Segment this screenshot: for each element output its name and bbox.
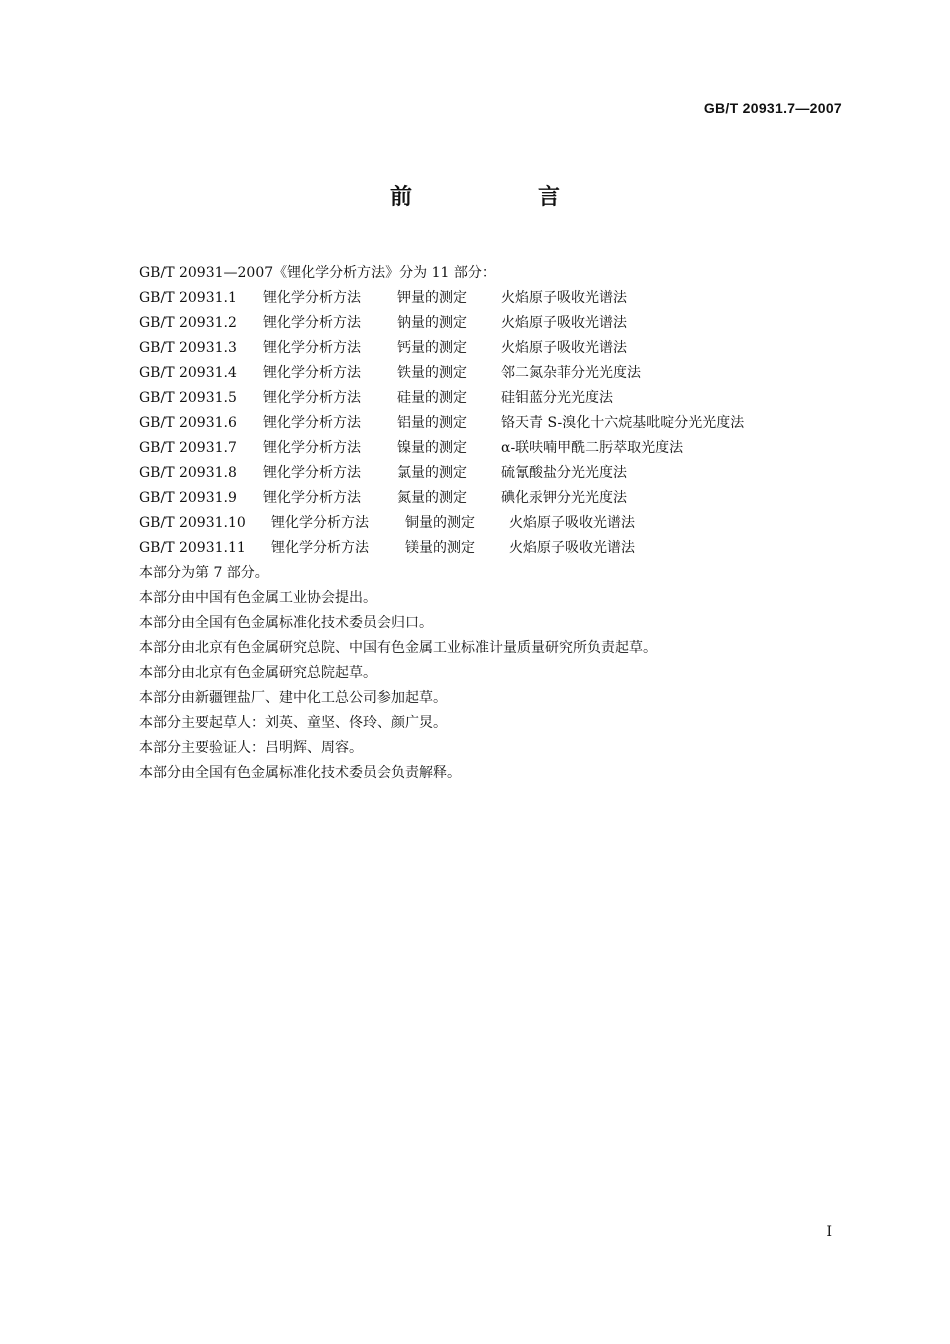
- part-line: [139, 486, 850, 511]
- part-method: 铬天青 S-溴化十六烷基吡啶分光光度法: [501, 415, 745, 431]
- part-line: [139, 436, 850, 461]
- part-code: GB/T 20931.10: [139, 515, 246, 531]
- part-method: α-联呋喃甲酰二肟萃取光度法: [501, 440, 684, 456]
- part-method: 火焰原子吸收光谱法: [509, 515, 635, 531]
- part-method: 火焰原子吸收光谱法: [501, 290, 627, 306]
- part-code: GB/T 20931.3: [139, 340, 237, 356]
- part-code: GB/T 20931.11: [139, 540, 246, 556]
- note-line: 本部分由北京有色金属研究总院、中国有色金属工业标准计量质量研究所负责起草。: [139, 640, 657, 656]
- part-item: 铝量的测定: [397, 415, 467, 431]
- part-category: 锂化学分析方法: [263, 340, 361, 356]
- part-method: 碘化汞钾分光光度法: [501, 490, 627, 506]
- part-line: [139, 311, 850, 336]
- part-method: 硅钼蓝分光光度法: [501, 390, 613, 406]
- standard-code-header: GB/T 20931.7—2007: [703, 100, 842, 116]
- part-category: 锂化学分析方法: [263, 390, 361, 406]
- part-item: 钙量的测定: [397, 340, 467, 356]
- part-method: 火焰原子吸收光谱法: [501, 340, 627, 356]
- part-code: GB/T 20931.9: [139, 490, 237, 506]
- part-category: 锂化学分析方法: [263, 315, 361, 331]
- part-category: 锂化学分析方法: [263, 365, 361, 381]
- page-title: 前 言: [389, 185, 612, 210]
- part-item: 镍量的测定: [397, 440, 467, 456]
- part-method: 邻二氮杂菲分光光度法: [501, 365, 641, 381]
- part-code: GB/T 20931.7: [139, 440, 237, 456]
- note-line: 本部分由中国有色金属工业协会提出。: [139, 590, 377, 606]
- part-line: [139, 286, 850, 311]
- part-code: GB/T 20931.6: [139, 415, 237, 431]
- part-item: 硅量的测定: [397, 390, 467, 406]
- note-line: 本部分由全国有色金属标准化技术委员会负责解释。: [139, 765, 461, 781]
- part-line: [139, 361, 850, 386]
- note-line: 本部分主要起草人：刘英、童坚、佟玲、颜广炅。: [139, 715, 447, 731]
- part-category: 锂化学分析方法: [263, 415, 361, 431]
- part-line: [139, 461, 850, 486]
- note-line: 本部分主要验证人：吕明辉、周容。: [139, 740, 363, 756]
- part-item: 钠量的测定: [397, 315, 467, 331]
- part-item: 氯量的测定: [397, 465, 467, 481]
- part-code: GB/T 20931.8: [139, 465, 237, 481]
- part-category: 锂化学分析方法: [263, 490, 361, 506]
- part-item: 氮量的测定: [397, 490, 467, 506]
- part-line: [139, 536, 850, 561]
- part-code: GB/T 20931.1: [139, 290, 237, 306]
- part-code: GB/T 20931.5: [139, 390, 237, 406]
- note-line: 本部分为第 7 部分。: [139, 565, 269, 581]
- part-code: GB/T 20931.4: [139, 365, 237, 381]
- part-category: 锂化学分析方法: [271, 515, 369, 531]
- part-item: 镁量的测定: [405, 540, 475, 556]
- foreword-body: [139, 261, 850, 786]
- part-method: 火焰原子吸收光谱法: [501, 315, 627, 331]
- part-method: 硫氰酸盐分光光度法: [501, 465, 627, 481]
- part-code: GB/T 20931.2: [139, 315, 237, 331]
- note-line: 本部分由新疆锂盐厂、建中化工总公司参加起草。: [139, 690, 447, 706]
- part-item: 钾量的测定: [397, 290, 467, 306]
- part-category: 锂化学分析方法: [263, 290, 361, 306]
- part-line: [139, 511, 850, 536]
- part-line: [139, 336, 850, 361]
- part-method: 火焰原子吸收光谱法: [509, 540, 635, 556]
- part-item: 铁量的测定: [397, 365, 467, 381]
- part-category: 锂化学分析方法: [263, 440, 361, 456]
- part-line: [139, 411, 850, 436]
- part-category: 锂化学分析方法: [271, 540, 369, 556]
- note-line: 本部分由北京有色金属研究总院起草。: [139, 665, 377, 681]
- part-line: [139, 386, 850, 411]
- page-number: I: [826, 1224, 832, 1240]
- note-line: 本部分由全国有色金属标准化技术委员会归口。: [139, 615, 433, 631]
- part-category: 锂化学分析方法: [263, 465, 361, 481]
- part-item: 铜量的测定: [405, 515, 475, 531]
- intro-line: GB/T 20931—2007《锂化学分析方法》分为 11 部分：: [139, 265, 496, 281]
